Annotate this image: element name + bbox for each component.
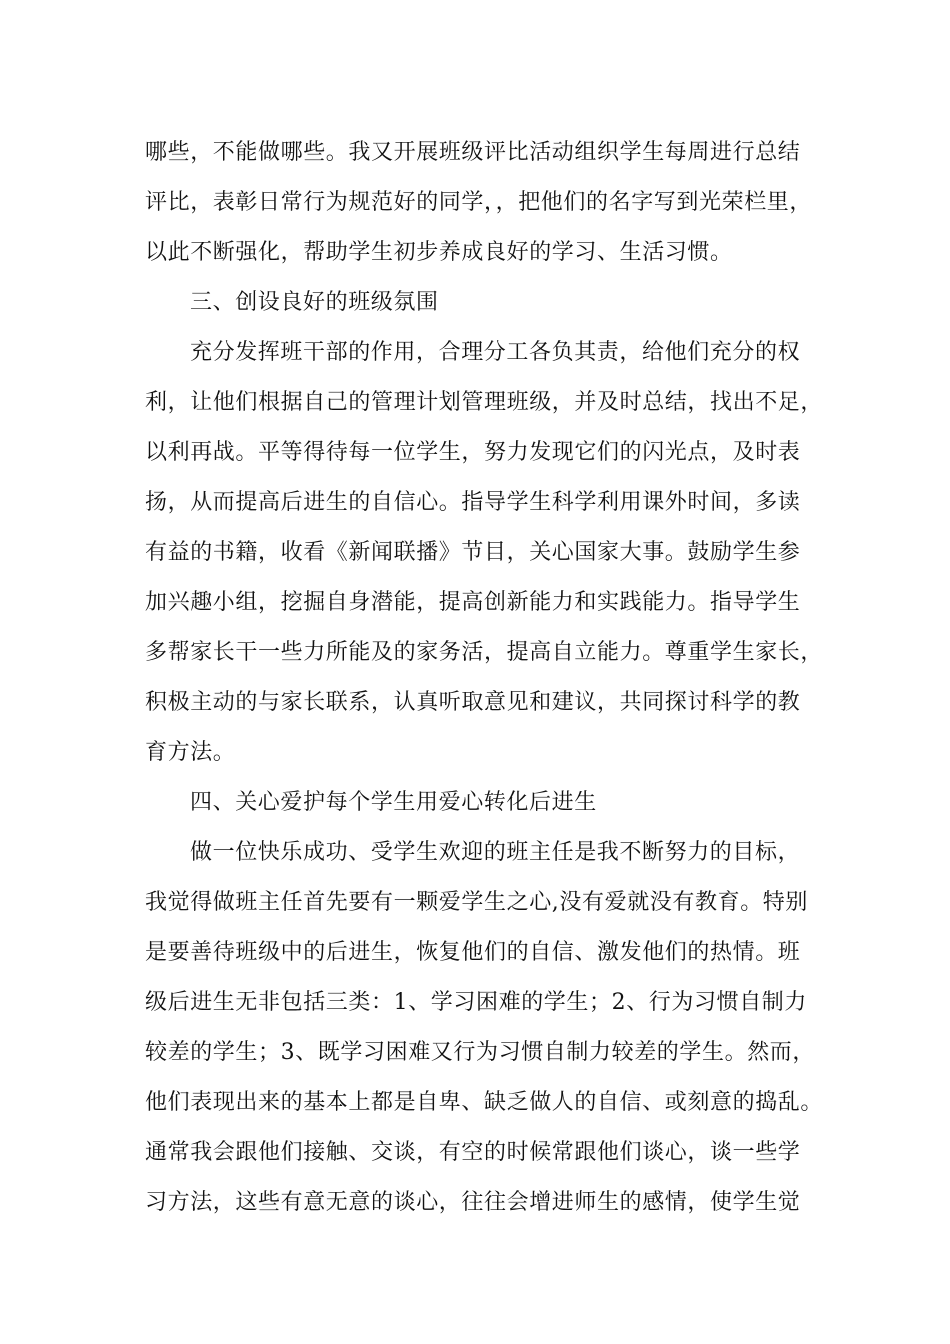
text-line: 以此不断强化，帮助学生初步养成良好的学习、生活习惯。 — [145, 240, 733, 265]
text-line: 多帮家长干一些力所能及的家务活，提高自立能力。尊重学生家长， — [145, 640, 824, 665]
text-line: 充分发挥班干部的作用，合理分工各负其责，给他们充分的权 — [190, 340, 801, 365]
text-line: 有益的书籍，收看《新闻联播》节目，关心国家大事。鼓励学生参 — [145, 540, 801, 565]
text-line: 利，让他们根据自己的管理计划管理班级，并及时总结，找出不足， — [145, 390, 824, 415]
section-heading-4: 四、关心爱护每个学生用爱心转化后进生 — [190, 790, 597, 815]
text-line: 育方法。 — [145, 740, 236, 765]
text-line: 哪些，不能做哪些。我又开展班级评比活动组织学生每周进行总结 — [145, 140, 801, 165]
text-line: 以利再战。平等得待每一位学生，努力发现它们的闪光点，及时表 — [145, 440, 801, 465]
text-line: 习方法，这些有意无意的谈心，往往会增进师生的感情，使学生觉 — [145, 1190, 801, 1215]
section-heading-3: 三、创设良好的班级氛围 — [190, 290, 439, 315]
text-line: 积极主动的与家长联系，认真听取意见和建议，共同探讨科学的教 — [145, 690, 801, 715]
text-line: 较差的学生；3、既学习困难又行为习惯自制力较差的学生。然而， — [145, 1040, 815, 1065]
text-line: 加兴趣小组，挖掘自身潜能，提高创新能力和实践能力。指导学生 — [145, 590, 801, 615]
text-line: 扬，从而提高后进生的自信心。指导学生科学利用课外时间，多读 — [145, 490, 801, 515]
text-line: 我觉得做班主任首先要有一颗爱学生之心,没有爱就没有教育。特别 — [145, 890, 808, 915]
text-line: 做一位快乐成功、受学生欢迎的班主任是我不断努力的目标， — [190, 840, 801, 865]
text-line: 评比，表彰日常行为规范好的同学，，把他们的名字写到光荣栏里， — [145, 190, 813, 215]
text-line: 通常我会跟他们接触、交谈，有空的时候常跟他们谈心，谈一些学 — [145, 1140, 801, 1165]
text-line: 级后进生无非包括三类：1、学习困难的学生；2、行为习惯自制力 — [145, 990, 807, 1015]
text-line: 是要善待班级中的后进生，恢复他们的自信、激发他们的热情。班 — [145, 940, 801, 965]
text-line: 他们表现出来的基本上都是自卑、缺乏做人的自信、或刻意的捣乱。 — [145, 1090, 824, 1115]
